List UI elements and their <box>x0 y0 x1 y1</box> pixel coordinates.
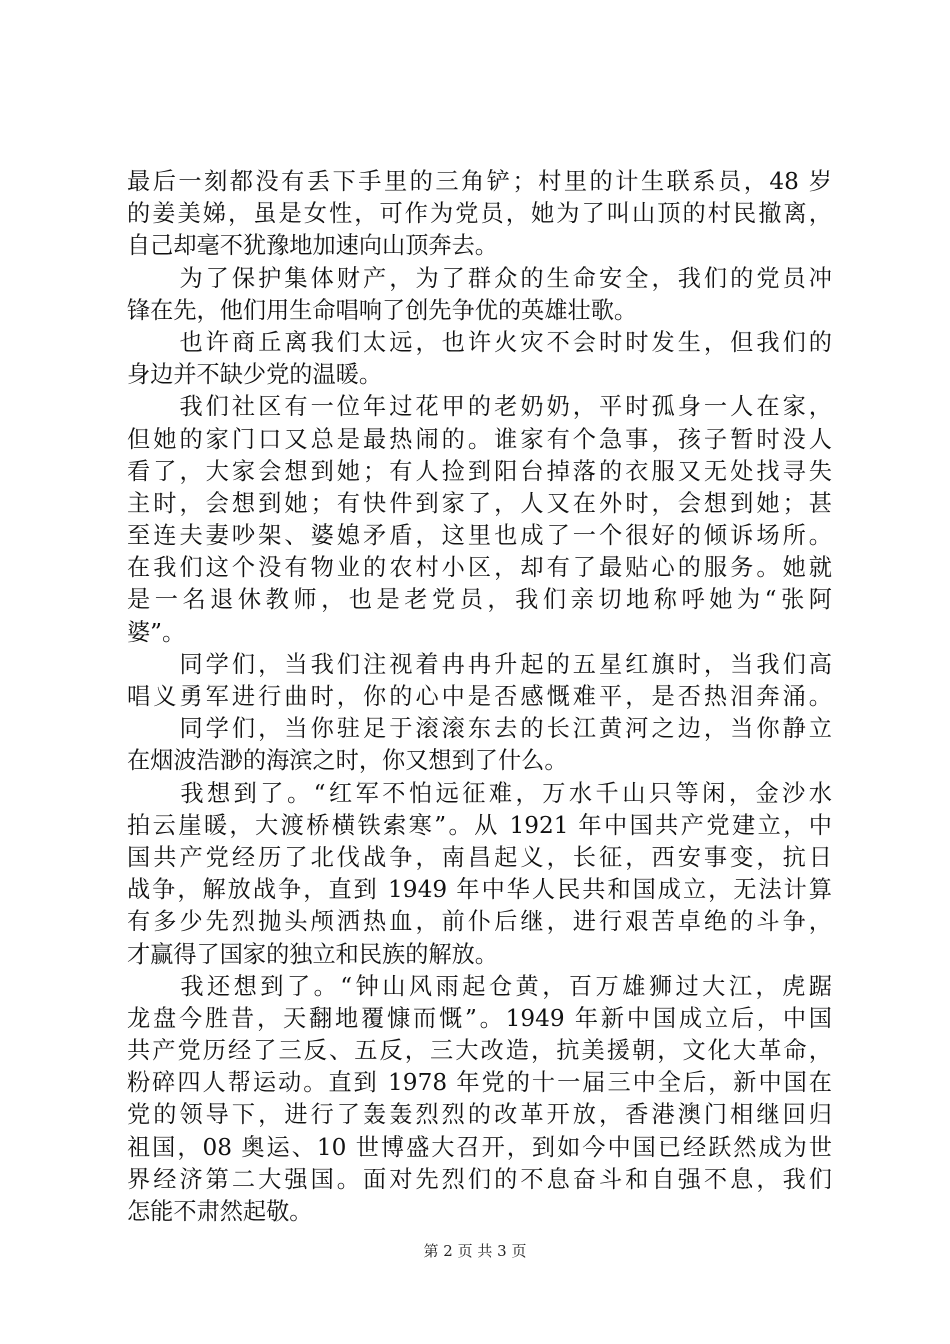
text-line: 龙盘今胜昔，天翻地覆慷而慨”。1949 年新中国成立后，中国 <box>127 1004 832 1032</box>
text-line: 身边并不缺少党的温暖。 <box>127 361 383 389</box>
text-line: 国共产党经历了北伐战争，南昌起义，长征，西安事变，抗日 <box>127 843 832 871</box>
text-line: 界经济第二大强国。面对先烈们的不息奋斗和自强不息，我们 <box>127 1165 832 1193</box>
text-line: 祖国，08 奥运、10 世博盛大召开，到如今中国已经跃然成为世 <box>127 1133 832 1161</box>
text-line: 主时，会想到她；有快件到家了，人又在外时，会想到她；甚 <box>127 489 832 517</box>
text-line: 同学们，当我们注视着冉冉升起的五星红旗时，当我们高 <box>127 650 832 678</box>
text-line: 才赢得了国家的独立和民族的解放。 <box>127 940 498 968</box>
text-line: 怎能不肃然起敬。 <box>127 1198 313 1225</box>
text-line: 婆”。 <box>127 618 186 646</box>
text-line: 自己却毫不犹豫地加速向山顶奔去。 <box>127 232 498 260</box>
text-line: 但她的家门口又总是最热闹的。谁家有个急事，孩子暂时没人 <box>127 425 832 453</box>
text-line: 是一名退休教师，也是老党员，我们亲切地称呼她为“张阿 <box>127 586 832 614</box>
text-line: 共产党历经了三反、五反，三大改造，抗美援朝，文化大革命， <box>127 1037 832 1065</box>
text-line: 在烟波浩渺的海滨之时，你又想到了什么。 <box>127 747 568 775</box>
text-line: 拍云崖暖，大渡桥横铁索寒”。从 1921 年中国共产党建立，中 <box>127 811 832 839</box>
text-line: 我还想到了。“钟山风雨起仓黄，百万雄狮过大江，虎踞 <box>127 972 832 1000</box>
text-line: 的姜美娣，虽是女性，可作为党员，她为了叫山顶的村民撤离， <box>127 200 832 228</box>
text-line: 最后一刻都没有丢下手里的三角铲；村里的计生联系员，48 岁 <box>127 168 832 195</box>
text-line: 锋在先，他们用生命唱响了创先争优的英雄壮歌。 <box>127 296 638 324</box>
body-text <box>127 166 832 1228</box>
text-line: 战争，解放战争，直到 1949 年中华人民共和国成立，无法计算 <box>127 876 832 904</box>
text-line: 在我们这个没有物业的农村小区，却有了最贴心的服务。她就 <box>127 554 832 582</box>
text-line: 我想到了。“红军不怕远征难，万水千山只等闲，金沙水 <box>127 779 832 807</box>
text-line: 看了，大家会想到她；有人捡到阳台掉落的衣服又无处找寻失 <box>127 457 832 485</box>
text-line: 党的领导下，进行了轰轰烈烈的改革开放，香港澳门相继回归 <box>127 1101 832 1129</box>
page-footer: 第 2 页 共 3 页 <box>423 1242 527 1260</box>
text-line: 为了保护集体财产，为了群众的生命安全，我们的党员冲 <box>127 264 832 292</box>
text-line: 粉碎四人帮运动。直到 1978 年党的十一届三中全后，新中国在 <box>127 1069 832 1097</box>
text-line: 也许商丘离我们太远，也许火灾不会时时发生，但我们的 <box>127 328 832 356</box>
text-line: 至连夫妻吵架、婆媳矛盾，这里也成了一个很好的倾诉场所。 <box>127 522 832 550</box>
text-line: 有多少先烈抛头颅洒热血，前仆后继，进行艰苦卓绝的斗争， <box>127 908 832 936</box>
text-line: 同学们，当你驻足于滚滚东去的长江黄河之边，当你静立 <box>127 715 832 743</box>
text-line: 我们社区有一位年过花甲的老奶奶，平时孤身一人在家， <box>127 393 832 421</box>
text-line: 唱义勇军进行曲时，你的心中是否感慨难平，是否热泪奔涌。 <box>127 683 832 710</box>
